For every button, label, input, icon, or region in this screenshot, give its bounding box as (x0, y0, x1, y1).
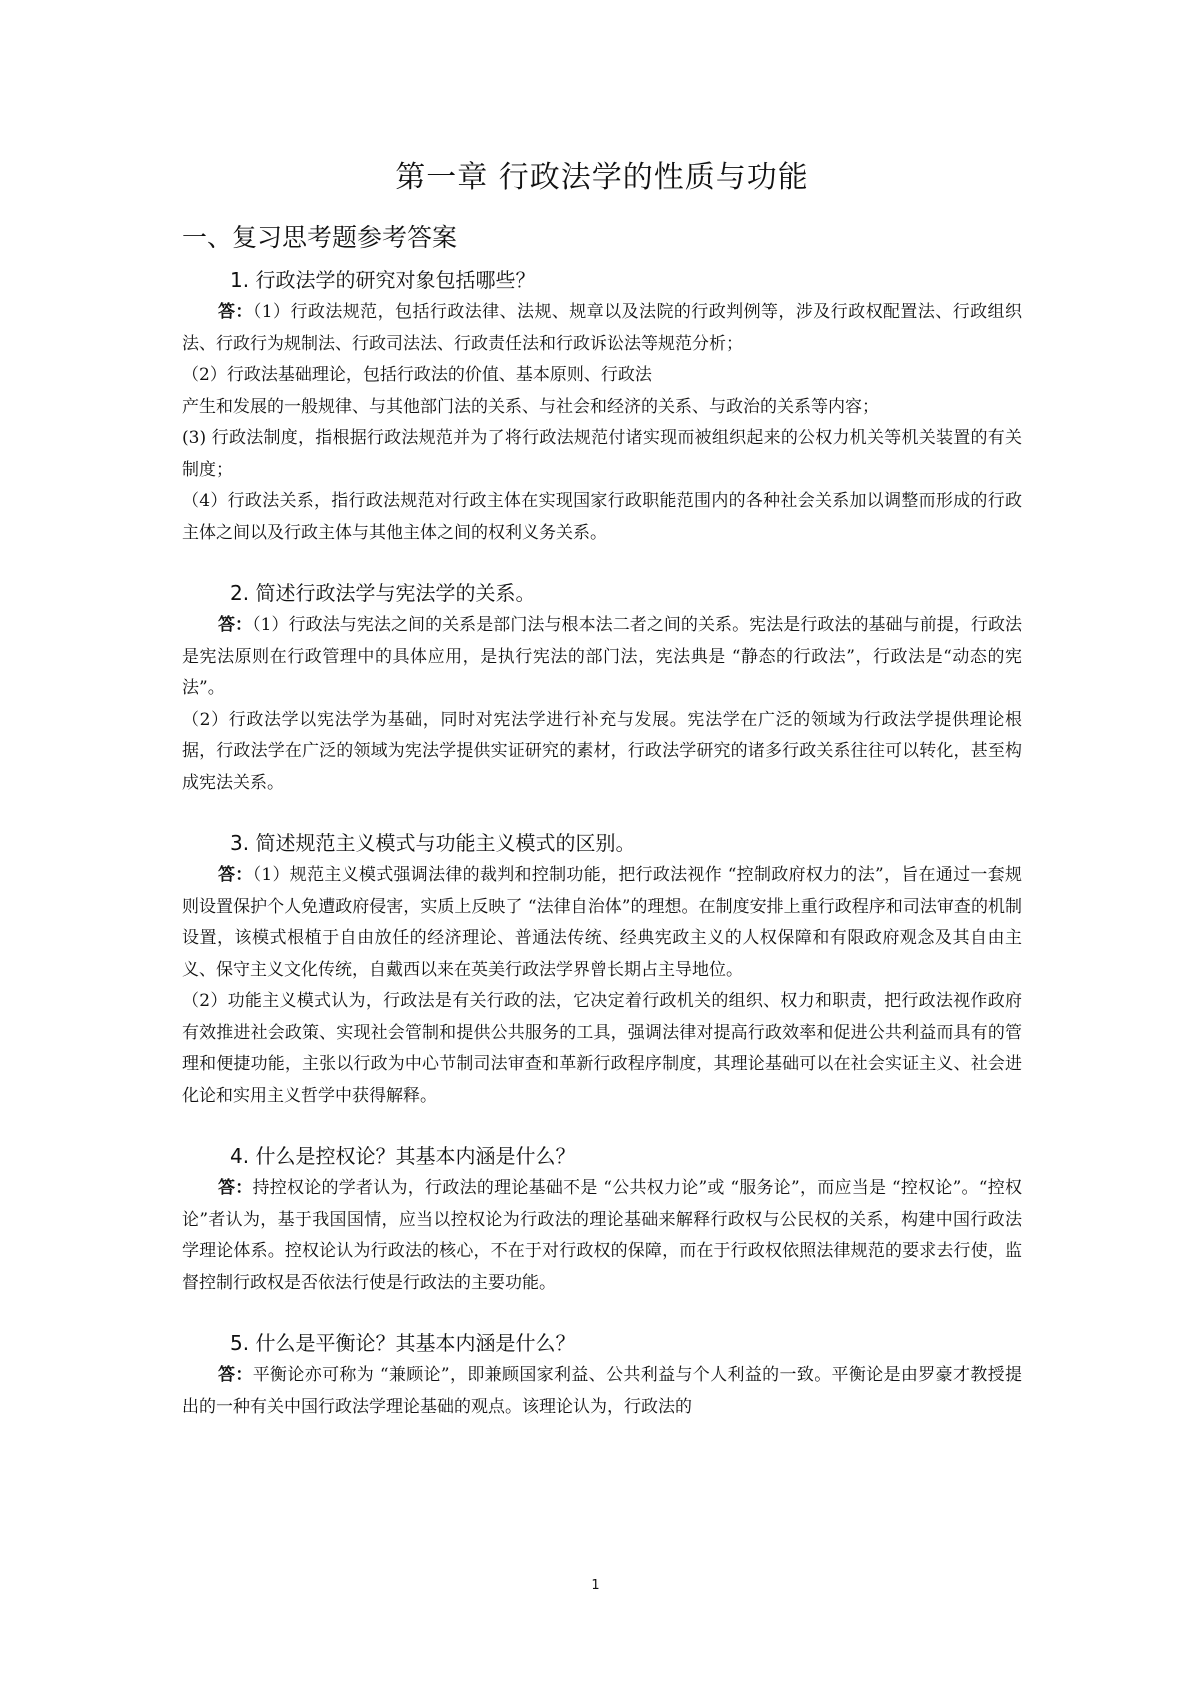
answer-label: 答： (218, 1178, 253, 1198)
section-title: 一、复习思考题参考答案 (182, 223, 458, 252)
answer-text: （1）规范主义模式强调法律的裁判和控制功能，把行政法视作 “控制政府权力的法”，旨在通过一套规则设置保护个人免遭政府侵害，实质上反映了 “法律自治体”的理想。在制度安排上重行政程序和司法审查的机制设置，该模式根植于自由放任的经济理论、普通法传统、经典宪政主义的人权保障和有限政府观念及其自由主义、保守主义文化传统，自戴西以来在英美行政法学界曾长期占主导地位。 (182, 865, 1023, 980)
answer-paragraph: (3) 行政法制度，指根据行政法规范并为了将行政法规范付诸实现而被组织起来的公权力机关等机关装置的有关制度； (182, 428, 1022, 480)
answer-paragraph: （2）行政法学以宪法学为基础，同时对宪法学进行补充与发展。宪法学在广泛的领域为行政法学提供理论根据，行政法学在广泛的领域为宪法学提供实证研究的素材，行政法学研究的诸多行政关系往往可以转化，甚至构成宪法关系。 (182, 709, 1022, 793)
answer-text: 持控权论的学者认为，行政法的理论基础不是 “公共权力论”或 “服务论”，而应当是 “控权论”。“控权论”者认为，基于我国国情，应当以控权论为行政法的理论基础来解释行政权与公民权的关系，构建中国行政法学理论体系。控权论认为行政法的核心，不在于对行政权的保障，而在于行政权依照法律规范的要求去行使，监督控制行政权是否依法行使是行政法的主要功能。 (182, 1178, 1023, 1293)
answer-paragraph (182, 1173, 1022, 1299)
question-title: 2. 简述行政法学与宪法学的关系。 (230, 581, 536, 605)
answer-label: 答： (218, 302, 253, 322)
answer-paragraph (182, 860, 1022, 986)
question-title: 1. 行政法学的研究对象包括哪些？ (230, 268, 536, 292)
answer-text: （1）行政法规范，包括行政法律、法规、规章以及法院的行政判例等，涉及行政权配置法、行政组织法、行政行为规制法、行政司法法、行政责任法和行政诉讼法等规范分析； (182, 302, 1022, 354)
answer-paragraph: 产生和发展的一般规律、与其他部门法的关系、与社会和经济的关系、与政治的关系等内容； (182, 396, 879, 417)
question-block-3 (182, 827, 1022, 1112)
answer-paragraph (182, 610, 1022, 705)
answer-paragraph: （2）功能主义模式认为，行政法是有关行政的法，它决定着行政机关的组织、权力和职责，把行政法视作政府有效推进社会政策、实现社会管制和提供公共服务的工具，强调法律对提高行政效率和促进公共利益而具有的管理和便捷功能，主张以行政为中心节制司法审查和革新行政程序制度，其理论基础可以在社会实证主义、社会进化论和实用主义哲学中获得解释。 (182, 991, 1022, 1106)
answer-paragraph: （2）行政法基础理论，包括行政法的价值、基本原则、行政法 (182, 365, 652, 385)
answer-text: （1）行政法与宪法之间的关系是部门法与根本法二者之间的关系。宪法是行政法的基础与前提，行政法是宪法原则在行政管理中的具体应用，是执行宪法的部门法，宪法典是 “静态的行政法”，行政法是“动态的宪法”。 (182, 615, 1022, 698)
answer-text: 平衡论亦可称为 “兼顾论”，即兼顾国家利益、公共利益与个人利益的一致。平衡论是由罗豪才教授提出的一种有关中国行政法学理论基础的观点。该理论认为，行政法的 (182, 1365, 1023, 1417)
page-content (182, 152, 1022, 1451)
answer-paragraph (182, 297, 1022, 360)
chapter-title: 第一章 行政法学的性质与功能 (395, 160, 809, 195)
question-block-1 (182, 264, 1022, 549)
question-block-4 (182, 1140, 1022, 1299)
page-number: 1 (591, 1578, 600, 1593)
answer-paragraph (182, 1360, 1022, 1423)
answer-label: 答： (218, 615, 253, 635)
answer-label: 答： (218, 1365, 253, 1385)
answer-label: 答： (218, 865, 253, 885)
question-title: 3. 简述规范主义模式与功能主义模式的区别。 (230, 831, 636, 855)
question-block-2 (182, 577, 1022, 799)
question-title: 5. 什么是平衡论？其基本内涵是什么？ (230, 1331, 576, 1355)
question-block-5 (182, 1327, 1022, 1423)
question-title: 4. 什么是控权论？其基本内涵是什么？ (230, 1144, 576, 1168)
answer-paragraph: （4）行政法关系，指行政法规范对行政主体在实现国家行政职能范围内的各种社会关系加以调整而形成的行政主体之间以及行政主体与其他主体之间的权利义务关系。 (182, 491, 1022, 543)
